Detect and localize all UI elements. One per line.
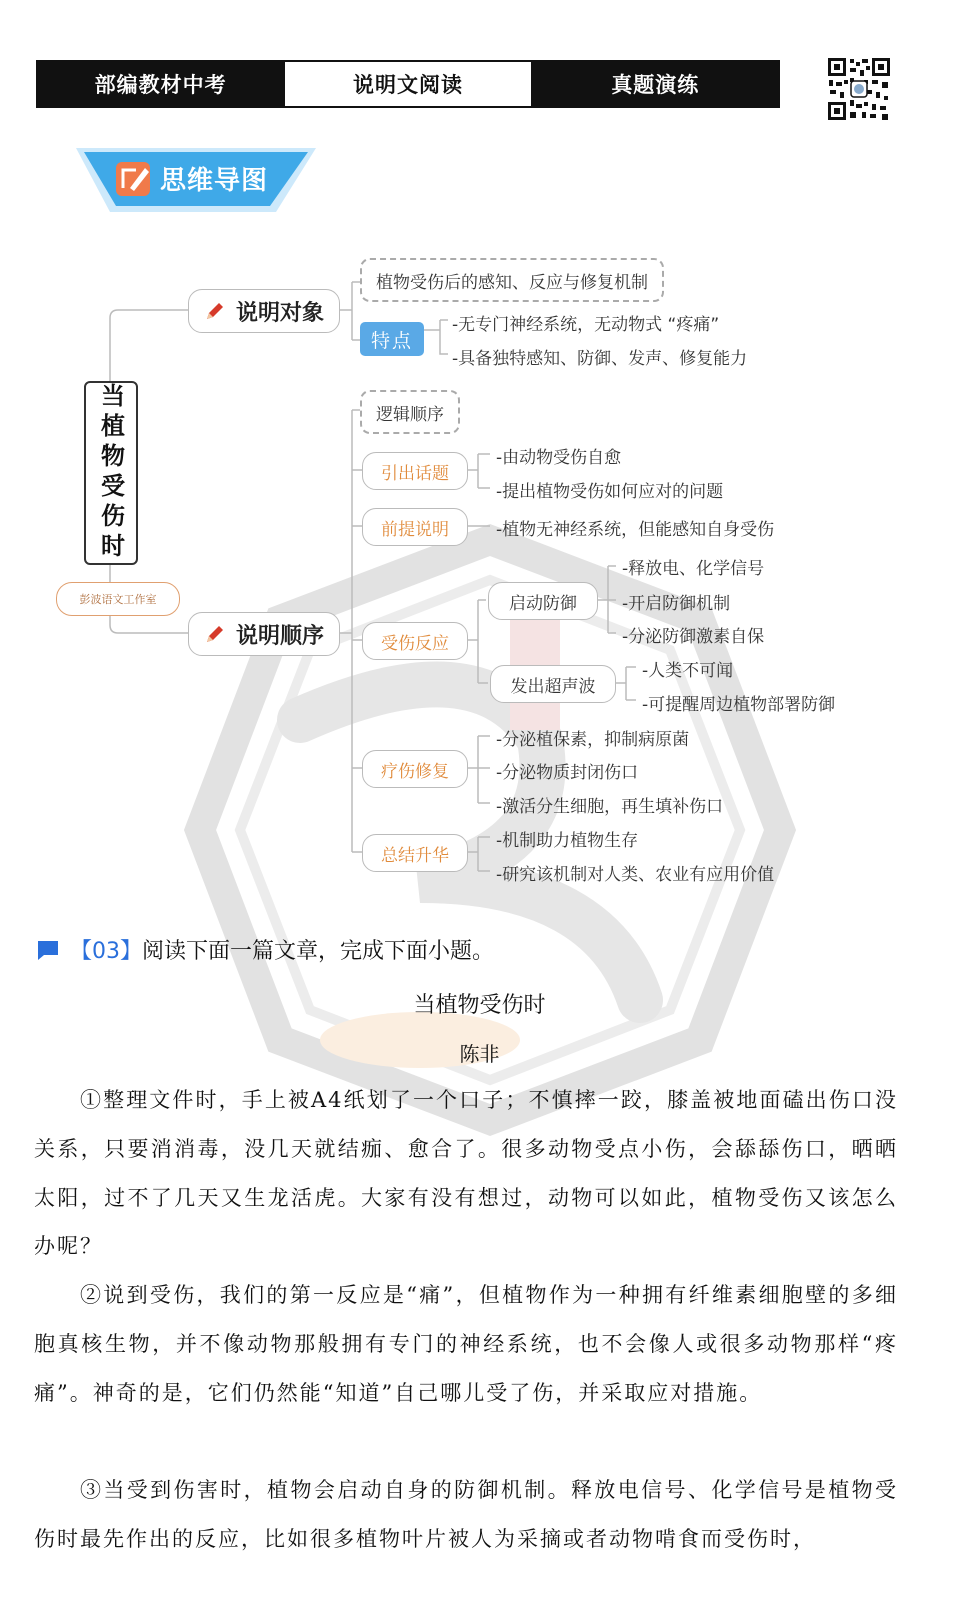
node-heal: 疗伤修复 (362, 750, 468, 788)
question-line (36, 934, 494, 965)
node-intro: 引出话题 (362, 452, 468, 490)
banner-label: 思维导图 (160, 166, 269, 196)
ultrasound-1: -人类不可闻 (642, 661, 734, 681)
article-paragraph-2: ②说到受伤，我们的第一反应是“痛”，但植物作为一种拥有纤维素细胞壁的多细胞真核生物，并不像动物那般拥有专门的神经系统，也不会像人或很多动物那样“疼痛”。神奇的是，它们仍然能“知道”自己哪儿受了伤，并采取应对措施。 (34, 1283, 898, 1405)
root-label: 当植物受伤时 (96, 383, 125, 563)
heal-3: -激活分生细胞，再生填补伤口 (496, 797, 724, 817)
article-author: 陈非 (459, 1042, 500, 1066)
node-order-label: 说明顺序 (235, 623, 324, 649)
article-paragraph-3: ③当受到伤害时，植物会启动自身的防御机制。释放电信号、化学信号是植物受伤时最先作出的反应，比如很多植物叶片被人为采摘或者动物啃食而受伤时， (34, 1478, 898, 1551)
logic-order: 逻辑顺序 (360, 390, 460, 434)
defense-1: -释放电、化学信号 (622, 559, 765, 579)
node-object (188, 289, 340, 333)
studio-badge: 彭波语文工作室 (56, 582, 180, 616)
question-number: 【03】 (70, 939, 142, 964)
node-object-label: 说明对象 (235, 300, 324, 326)
object-subject: 植物受伤后的感知、反应与修复机制 (360, 258, 664, 302)
node-reaction: 受伤反应 (362, 622, 468, 660)
node-defense: 启动防御 (488, 582, 598, 620)
feature-2: -具备独特感知、防御、发声、修复能力 (452, 349, 748, 369)
pencil-icon (204, 300, 226, 322)
intro-2: -提出植物受伤如何应对的问题 (496, 482, 724, 502)
heal-1: -分泌植保素，抑制病原菌 (496, 730, 690, 750)
comment-icon (36, 939, 60, 961)
node-premise: 前提说明 (362, 508, 468, 546)
premise-1: -植物无神经系统，但能感知自身受伤 (496, 520, 775, 540)
header-right: 真题演练 (533, 62, 778, 106)
ultrasound-2: -可提醒周边植物部署防御 (642, 695, 836, 715)
node-summary: 总结升华 (362, 834, 468, 872)
heal-2: -分泌物质封闭伤口 (496, 763, 639, 783)
intro-1: -由动物受伤自愈 (496, 448, 622, 468)
defense-2: -开启防御机制 (622, 594, 731, 614)
article-title: 当植物受伤时 (413, 993, 546, 1018)
node-order (188, 612, 340, 656)
article-paragraph-1: ①整理文件时，手上被A4纸划了一个口子；不慎摔一跤，膝盖被地面磕出伤口没关系，只要消消毒，没几天就结痂、愈合了。很多动物受点小伤，会舔舔伤口，晒晒太阳，过不了几天又生龙活虎。大家有没有想过，动物可以如此，植物受伤又该怎么办呢？ (34, 1088, 898, 1259)
feature-1: -无专门神经系统，无动物式 “疼痛” (452, 315, 720, 335)
mindmap-root (84, 381, 138, 565)
feature-tag: 特点 (360, 322, 424, 356)
pencil-icon (204, 623, 226, 645)
header-left: 部编教材中考 (38, 62, 283, 106)
node-ultrasound: 发出超声波 (490, 665, 616, 703)
summary-1: -机制助力植物生存 (496, 831, 639, 851)
summary-2: -研究该机制对人类、农业有应用价值 (496, 865, 775, 885)
defense-3: -分泌防御激素自保 (622, 627, 765, 647)
header-middle: 说明文阅读 (283, 62, 532, 106)
question-instruction: 阅读下面一篇文章，完成下面小题。 (142, 939, 495, 964)
